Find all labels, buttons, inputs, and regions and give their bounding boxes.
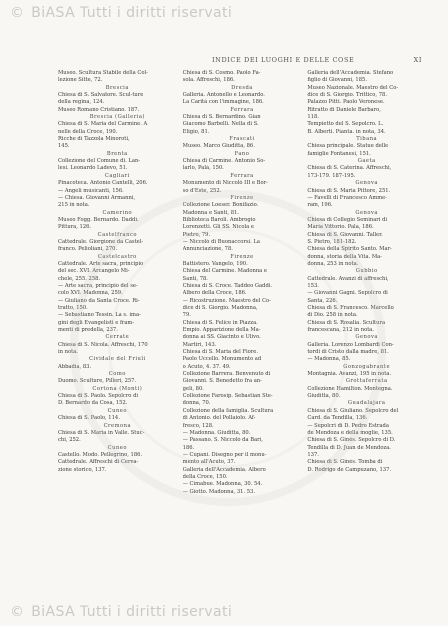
watermark-bottom bbox=[10, 604, 232, 620]
index-heading: Gonzogabrante bbox=[343, 363, 391, 370]
index-entry: di Dio. 258 in nota. bbox=[307, 312, 358, 319]
index-entry: 186. bbox=[182, 444, 195, 451]
index-entry: in nota. bbox=[58, 349, 78, 356]
index-heading: Firenze bbox=[230, 253, 254, 260]
index-heading: Brenta bbox=[106, 150, 128, 157]
index-entry: larlo, Palà, 150. bbox=[182, 165, 224, 172]
index-entry: 173-179. 187-195. bbox=[307, 172, 356, 179]
index-entry: 153. bbox=[307, 282, 319, 289]
index-entry: — Madonna. Giuditta, 80. bbox=[182, 429, 251, 436]
index-entry: Chiesa di S. Paolo. Sepolcro di bbox=[58, 393, 139, 400]
index-entry: Chiesa di S. Salvatore. Scul-ture bbox=[58, 92, 144, 99]
index-entry: ram, 196. bbox=[307, 202, 333, 209]
index-column-2 bbox=[183, 70, 302, 590]
index-entry: figlio di Giovanni, 185. bbox=[307, 77, 367, 84]
page-header bbox=[62, 56, 422, 68]
index-entry: Giuditta, 80. bbox=[307, 393, 341, 400]
index-entry: D. Rodrigo de Campuzano, 137. bbox=[307, 466, 392, 473]
index-heading: Como bbox=[108, 371, 126, 378]
index-heading: Cremona bbox=[103, 422, 132, 429]
index-heading: Cividale del Friuli bbox=[89, 356, 146, 363]
index-entry: lezione Sitte, 72. bbox=[58, 77, 103, 84]
index-heading: Gaeta bbox=[357, 158, 376, 165]
index-entry: Cattedrale. Affreschi di Cerva- bbox=[58, 459, 139, 466]
index-entry: 79. bbox=[182, 312, 191, 319]
index-entry: donna, 253 in nota. bbox=[307, 260, 359, 267]
index-entry: Chiesa di S. Nicola. Affreschi, 170 bbox=[58, 341, 148, 348]
index-entry: Chiesa della Spirito Santo. Mar- bbox=[307, 246, 392, 253]
index-entry: — Madonna, 85. bbox=[307, 356, 351, 363]
index-entry: Museo Fogg. Bernardo. Daddi. bbox=[58, 216, 139, 223]
index-entry: Tempietto del S. Sepolcro. L. bbox=[307, 121, 384, 128]
index-entry: Giovanni. S. Benedetto fra an- bbox=[182, 378, 262, 385]
index-entry: Monumento di Niccolò III e Bor- bbox=[182, 180, 268, 187]
watermark-text: BiASA Tutti i diritti riservati bbox=[31, 5, 233, 21]
index-entry: Eligio, 81. bbox=[182, 128, 210, 135]
index-entry: tratto, 150. bbox=[58, 305, 88, 311]
index-entry: Chiesa di S. Rosalia. Scultura bbox=[307, 319, 386, 326]
index-entry: famiglie Fontanesi, 151. bbox=[307, 150, 371, 157]
index-heading: Cerrate bbox=[105, 334, 130, 341]
index-heading: Cuneo bbox=[107, 407, 128, 414]
index-entry: — Ricostruzione. Maestro del Co- bbox=[182, 297, 271, 304]
index-entry: Albero della Croce, 186. bbox=[182, 290, 247, 297]
index-entry: — Passano. S. Niccolò da Bari, bbox=[182, 437, 263, 444]
index-entry: Chiesa di S. Giuliano. Sepolcro del bbox=[307, 407, 399, 414]
index-entry: — Giovanni Gagni. Sepolcro di bbox=[307, 290, 388, 297]
index-entry: Giacomo Barbelli. Nella di S. bbox=[182, 121, 259, 128]
index-entry: Museo. Marco Giuditta, 86. bbox=[182, 143, 255, 150]
index-heading: Frascati bbox=[229, 136, 255, 143]
index-heading: Ferrara bbox=[230, 106, 254, 113]
index-entry: menti di predella, 237. bbox=[58, 327, 118, 334]
index-entry: Galleria. Antonello e Leonardo. bbox=[182, 92, 265, 99]
index-entry: Empio. Apparizione della Ma- bbox=[182, 327, 261, 334]
index-entry: Collezione della famiglia. Scultura bbox=[182, 407, 274, 414]
index-entry: Chiesa del Carmine. Madonna e bbox=[182, 268, 267, 275]
index-entry: so d'Este, 252. bbox=[182, 187, 222, 194]
index-entry: Ricche di Tazzola Minoroti, bbox=[58, 136, 130, 143]
index-entry: colo XVI. Madonna, 259. bbox=[58, 290, 123, 297]
index-entry: Chiesa di Carmine. Antonio So- bbox=[182, 158, 266, 165]
index-entry: Pittura, 126. bbox=[58, 224, 92, 231]
index-entry: Chiesa di S. Francesco. Marcello bbox=[307, 305, 394, 311]
index-columns bbox=[58, 70, 426, 590]
index-entry: Chiesa di S. Cosmo. Paolo Fa- bbox=[182, 70, 261, 76]
running-title: INDICE DEI LUOGHI E DELLE COSE bbox=[212, 56, 355, 64]
index-heading: Gubbio bbox=[355, 268, 378, 275]
index-heading: Tibana bbox=[356, 136, 378, 143]
index-entry: Chiesa di S. Maria in Valle. Stuc- bbox=[58, 429, 145, 436]
index-entry: Duomo. Sculture, Pilleri, 257. bbox=[58, 378, 137, 385]
index-heading: Guadalajara bbox=[347, 400, 386, 407]
index-entry: Collezione Barrera. Benvenuto di bbox=[182, 371, 271, 378]
index-entry: — Sepolcri di D. Pedro Estrada bbox=[307, 422, 389, 429]
index-entry: — Cupani. Disegno per il monu- bbox=[182, 451, 267, 458]
index-entry: di Antonio. del Pollaiolo. Af- bbox=[182, 415, 256, 422]
index-entry: — Sebastiano Tessin. La s. ima- bbox=[58, 312, 141, 319]
index-entry: Collezione del Comune di. Lan- bbox=[58, 158, 141, 165]
index-entry: Martiri, 143. bbox=[182, 341, 217, 348]
index-entry: donna, storia della Vita. Ma- bbox=[307, 253, 383, 260]
index-entry: Chiesa di S. Caterina. Affreschi, bbox=[307, 165, 392, 172]
index-entry: Abbadia, 83. bbox=[58, 363, 92, 370]
watermark-top bbox=[10, 5, 232, 21]
index-entry: Galleria dell'Accademia. Albero bbox=[182, 466, 266, 473]
index-entry: Chiesa di S. Bernardino. Gian bbox=[182, 114, 261, 121]
index-entry: 137. bbox=[307, 451, 319, 458]
index-entry: Chiesa di S. Giovanni. Taller. bbox=[307, 231, 383, 238]
index-entry: Biblioteca Baroli. Ambrogio bbox=[182, 216, 256, 223]
index-heading: Brescia bbox=[105, 84, 129, 91]
index-entry: dice di S. Giorgio. Trittico, 78. bbox=[307, 92, 387, 99]
index-entry: — Niccolò di Buonaccorsi. La bbox=[182, 238, 260, 245]
index-entry: Chiesa di Collegio Seminari di bbox=[307, 216, 388, 223]
index-entry: nelle della Croce, 190. bbox=[58, 128, 118, 135]
index-entry: D. Bernardo da Cosa, 152. bbox=[58, 400, 128, 407]
index-heading: Cuneo bbox=[107, 444, 128, 451]
index-heading: Brescia (Galleria) bbox=[89, 114, 145, 121]
index-entry: Cattedrale. Arte sacra, principio bbox=[58, 260, 144, 267]
index-entry: Madonna e Santi, 81. bbox=[182, 209, 239, 216]
index-heading: Cagliari bbox=[104, 172, 130, 179]
index-entry: 215 in nota. bbox=[58, 202, 90, 209]
index-entry: Card. da Tendilla, 136. bbox=[307, 415, 368, 422]
index-entry: Museo Romano Cristiano. 187. bbox=[58, 106, 140, 113]
index-heading: Camerino bbox=[102, 209, 133, 216]
watermark-logo-icon: © bbox=[10, 604, 25, 620]
index-entry: donna, 70. bbox=[182, 400, 211, 407]
index-entry: geli, 80. bbox=[182, 385, 204, 392]
index-entry: o Acuto, 4. 37. 49. bbox=[182, 363, 231, 370]
index-entry: Cattedrale. Giorgione da Castel- bbox=[58, 238, 144, 245]
index-entry: Collezione Loeser. Bonifazio. bbox=[182, 202, 259, 209]
index-heading: Genova bbox=[355, 209, 379, 216]
index-heading: Firenze bbox=[230, 194, 254, 201]
index-entry: Chiesa di S. Felice in Piazza. bbox=[182, 319, 258, 326]
index-entry: Palazzo Pitti. Paolo Veronese. bbox=[307, 99, 385, 106]
index-heading: Fano bbox=[234, 150, 250, 157]
index-entry: — Chiesa. Giovanni Armanni, bbox=[58, 194, 136, 201]
index-entry: Santa, 226. bbox=[307, 297, 338, 304]
page-number: XI bbox=[413, 56, 422, 64]
index-entry: Chiesa di S. Ginés. Sepolcro di D. bbox=[307, 437, 396, 444]
index-entry: Chiesa principale. Statue delle bbox=[307, 143, 389, 150]
watermark-logo-icon: © bbox=[10, 5, 25, 21]
index-entry: Chiesa di S. Croce. Taddeo Gaddi. bbox=[182, 282, 273, 289]
index-entry: — Arte sacra, principio del se- bbox=[58, 282, 138, 289]
index-heading: Ferrara bbox=[230, 172, 254, 179]
index-entry: Ritratto di Daniele Barbaro, bbox=[307, 106, 381, 113]
index-entry: Tendilla di D. Juan de Mendoza. bbox=[307, 444, 391, 451]
index-entry: della regina, 124. bbox=[58, 99, 105, 106]
index-entry: — Cimabue. Madonna, 30. 54. bbox=[182, 481, 263, 488]
index-entry: Chiesa di S. Maria Pittore, 251. bbox=[307, 187, 391, 194]
index-entry: Lorenzetti. Gli SS. Nicola e bbox=[182, 224, 254, 231]
index-entry: tordi di Cristo dalla madre, 81. bbox=[307, 349, 389, 356]
index-heading: Castelfranco bbox=[97, 231, 138, 238]
index-entry: Museo. Scultura Stabile della Col- bbox=[58, 70, 148, 76]
watermark-text: BiASA Tutti i diritti riservati bbox=[31, 604, 233, 620]
index-entry: Maria Vittorio. Pala, 186. bbox=[307, 224, 374, 231]
index-entry: francescana, 212 in nota. bbox=[307, 327, 375, 334]
index-entry: lesi. Leonardo Ladevo, 51. bbox=[58, 165, 128, 172]
index-entry: sola. Affreschi, 186. bbox=[182, 77, 235, 84]
index-entry: — Giotto. Madonna, 31. 53. bbox=[182, 488, 256, 495]
index-entry: mento all'Acuto, 37. bbox=[182, 459, 236, 466]
index-entry: Chiesa di S. Ginés. Tomba di bbox=[307, 459, 383, 466]
index-entry: chele, 255. 258. bbox=[58, 275, 101, 282]
index-entry: Santi, 78. bbox=[182, 275, 208, 282]
index-entry: donna ai SS. Giacinto e Ulivo. bbox=[182, 334, 261, 341]
index-column-1 bbox=[58, 70, 177, 590]
index-entry: Galleria dell'Accademia. Stefano bbox=[307, 70, 394, 76]
index-entry: franco. Pelioliani, 270. bbox=[58, 246, 118, 253]
index-entry: della Croce, 150. bbox=[182, 473, 228, 480]
index-entry: de Mendoza e della moglie, 135. bbox=[307, 429, 393, 436]
index-entry: zione storico, 137. bbox=[58, 466, 107, 473]
index-heading: Grottaferrata bbox=[345, 378, 388, 385]
index-entry: 118. bbox=[307, 114, 319, 121]
index-entry: B. Alberti. Pianta. in nota, 34. bbox=[307, 128, 386, 135]
index-entry: gini degli Evangelisti e fram- bbox=[58, 319, 135, 326]
index-entry: Collezione Farosip. Sebastian Ste- bbox=[182, 393, 273, 400]
index-entry: Chiesa di S. Maria del Carmine. A bbox=[58, 121, 148, 128]
index-entry: Montagnia. Avanzi, 195 in nota. bbox=[307, 371, 392, 378]
index-entry: Paolo Uccello. Monumento ad bbox=[182, 356, 262, 363]
index-entry: Museo Nazionale. Maestro del Co- bbox=[307, 84, 399, 91]
index-entry: del sec. XVI. Arcangelo Mi- bbox=[58, 268, 130, 275]
index-entry: Cattedrale. Avanzi di affreschi, bbox=[307, 275, 389, 282]
index-entry: Castello. Modo. Pellegrino, 186. bbox=[58, 451, 143, 458]
index-entry: 145. bbox=[58, 143, 70, 150]
index-entry: — Giuliano da Santa Croce. Ri- bbox=[58, 297, 140, 304]
index-heading: Genova bbox=[355, 334, 379, 341]
index-entry: — Angeli musicanti, 156. bbox=[58, 187, 124, 194]
index-heading: Dresda bbox=[231, 84, 253, 91]
index-column-3 bbox=[307, 70, 426, 590]
index-entry: S. Pietro, 181-182. bbox=[307, 238, 357, 245]
index-entry: Collezione Hamilton. Montegna. bbox=[307, 385, 393, 392]
index-entry: Battistero. Vangelo, 190. bbox=[182, 260, 248, 267]
index-entry: fresco, 128. bbox=[182, 422, 214, 429]
index-entry: chi, 252. bbox=[58, 437, 81, 444]
index-entry: Chiesa di S. Maria del Fiore. bbox=[182, 349, 258, 356]
index-entry: Pinacoteca. Antonio Cantelli, 206. bbox=[58, 180, 148, 187]
index-entry: Chiesa di S. Paolo, 114. bbox=[58, 415, 120, 422]
index-entry: — Favelli di Francesco Amme- bbox=[307, 194, 388, 201]
index-entry: Pietro, 79. bbox=[182, 231, 211, 238]
index-entry: Galleria. Lorenzo Lombardi Con- bbox=[307, 341, 394, 348]
index-heading: Genova bbox=[355, 180, 379, 187]
index-entry: La Carità con l'immagine, 186. bbox=[182, 99, 264, 106]
index-heading: Cortona (Monti) bbox=[92, 385, 143, 392]
index-entry: Annunciazione, 78. bbox=[182, 246, 233, 253]
index-heading: Castelcastro bbox=[97, 253, 137, 260]
index-entry: dice di S. Giorgio. Madonna, bbox=[182, 305, 258, 311]
